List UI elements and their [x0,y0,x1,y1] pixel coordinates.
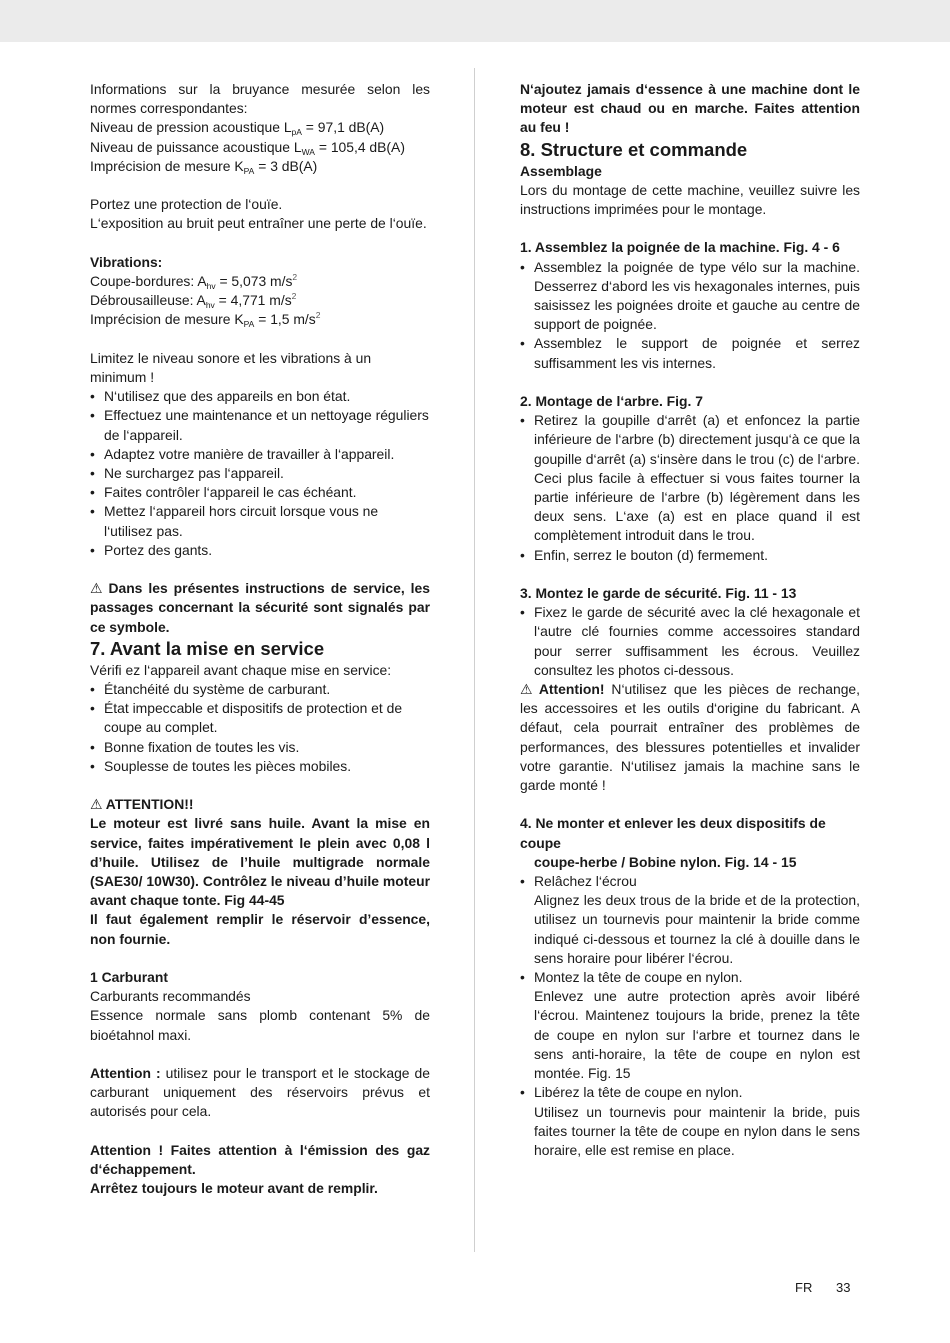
noise-values [90,118,430,176]
attention-body: Le moteur est livré sans huile. Avant la mise en service, faites impérativement le plein avec 0,08 l d’huile. Utilisez de l’huile multigrade normale (SAE30/ 10W30). Contrôlez le niveau d’huile moteur avant chaque tonte. Fig 44-45 [90,815,430,909]
step-3-attention: ⚠ Attention! N‘utilisez que les pièces de rechange, les accessoires et les outils d‘origine du fabricant. A défaut, cela pourrait entraîner des problèmes de performances, des blessures potentielles et invalider votre garantie. N‘utilisez jamais la machine sans le garde monté ! [520,681,861,794]
fuel-heading: 1 Carburant [90,969,168,986]
step-2-title: 2. Montage de l‘arbre. Fig. 7 [520,393,703,410]
transport-note: Attention : utilisez pour le transport et le stockage de carburant uniquement des réservoirs prévus et autorisés pour cela. [90,1065,430,1120]
list-item: • N‘utilisez que des appareils en bon état. [90,387,430,406]
hearing-protection-text: Portez une protection de l‘ouïe. [90,196,283,213]
vibrations-heading: Vibrations: [90,253,163,270]
fuel-type: Essence normale sans plomb contenant 5% de bioétahnol maxi. [90,1007,430,1043]
list-item: • État impeccable et dispositifs de protection et de coupe au complet. [90,699,430,737]
list-item: • Retirez la goupille d‘arrêt (a) et enfoncez la partie inférieure de l‘arbre (b) directement jusqu‘à ce que la goupille d‘arrêt (a) s‘insère dans le trou (c) de l‘arbre. Ceci plus facile à effectuer si vous faites tourner la partie inférieure de l‘arbre (b) légèrement dans les deux sens. L‘axe (a) est en place quand il est complètement introduit dans le trou. [520,411,860,545]
list-item: • Effectuez une maintenance et un nettoyage réguliers de l‘appareil. [90,406,430,444]
hearing-loss-text: L‘exposition au bruit peut entraîner une perte de l‘ouïe. [90,215,427,232]
left-column [90,80,430,1198]
list-item: • Libérez la tête de coupe en nylon. Utilisez un tournevis pour maintenir la bride, puis faites tourner la tête de coupe en nylon dans le sens horaire, elle est remise en place. [520,1083,860,1160]
noise-line: Niveau de puissance acoustique $L_{WA} = 105,4$ dB(A) [90,138,405,157]
list-item: • Ne surchargez pas l‘appareil. [90,464,430,483]
warning-triangle-icon: ⚠ [90,580,103,597]
list-item: • Assemblez la poignée de type vélo sur la machine. Desserrez d‘abord les vis hexagonales internes, puis saisissez les poignées droite et gauche au centre de support de poignée. [520,258,860,335]
attention-heading: ⚠ ATTENTION!! [90,795,430,814]
step-1-title: 1. Assemblez la poignée de la machine. Fig. 4 - 6 [520,239,840,256]
vibration-line: Débrousailleuse: $A_{hv} = 4,771$ $m/s^2$ [90,291,297,311]
step-4-list [520,872,860,1160]
list-item: • Enfin, serrez le bouton (d) fermement. [520,546,860,565]
list-item: • Assemblez le support de poignée et serrez suffisamment les vis internes. [520,334,860,372]
attention-body-fuel: Il faut également remplir le réservoir d’essence, non fournie. [90,911,430,947]
stop-engine-warning: Arrêtez toujours le moteur avant de remplir. [90,1180,378,1197]
page-header-band [0,0,950,42]
step-3-list [520,603,860,680]
noise-line: Imprécision de mesure $K_{PA} = 3$ dB(A) [90,157,318,176]
warning-triangle-icon: ⚠ [90,796,103,813]
language-code: FR [795,1280,813,1295]
step-3-title: 3. Montez le garde de sécurité. Fig. 11 - 13 [520,585,797,602]
noise-line: Niveau de pression acoustique $L_{pA} = 97,1$ dB(A) [90,119,385,138]
assembly-text: Lors du montage de cette machine, veuillez suivre les instructions imprimées pour le montage. [520,181,860,218]
check-intro: Vérifi ez l‘appareil avant chaque mise en service: [90,661,392,678]
safety-note: ⚠ Dans les présentes instructions de service, les passages concernant la sécurité sont signalés par ce symbole. [90,580,430,635]
step-2-list [520,411,860,565]
check-list [90,680,430,776]
vibration-line: Coupe-bordures: $A_{hv} = 5,073$ $m/s^2$ [90,272,298,291]
vibration-line: Imprécision de mesure $K_{PA} = 1,5$ $m/s^2$ [90,310,321,330]
warning-triangle-icon: ⚠ [520,681,533,698]
list-item: • Adaptez votre manière de travailler à l‘appareil. [90,445,430,464]
limit-intro: Limitez le niveau sonore et les vibrations à un minimum ! [90,349,372,385]
list-item: • Relâchez l‘écrou Alignez les deux trous de la bride et de la protection, utilisez un tournevis pour maintenir la bride comme indiqué ci-dessous et tournez la clé à douille dans le sens horaire pour libérer l‘écrou. [520,872,860,968]
list-item: • Bonne fixation de toutes les vis. [90,738,430,757]
list-item: • Montez la tête de coupe en nylon. Enlevez une autre protection après avoir libéré l‘écrou. Maintenez toujours la bride, prenez la tête de coupe en nylon sur l‘arbre et tournez dans le sens anti-horaire, la tête de coupe en nylon est montée. Fig. 15 [520,968,860,1083]
fuel-recommended: Carburants recommandés [90,988,251,1005]
list-item: • Fixez le garde de sécurité avec la clé hexagonale et l‘autre clé fournies comme accessoires standard pour serrer suffisamment les écrous. Veuillez consultez les photos ci-dessous. [520,603,860,680]
vibration-values [90,272,430,330]
exhaust-warning: Attention ! Faites attention à l‘émission des gaz d‘échappement. [90,1141,430,1178]
column-divider [474,68,475,1252]
list-item: • Faites contrôler l‘appareil le cas échéant. [90,483,430,502]
step-4-subtitle: coupe-herbe / Bobine nylon. Fig. 14 - 15 [534,853,797,870]
list-item: • Souplesse de toutes les pièces mobiles. [90,757,430,776]
step-4-title: 4. Ne monter et enlever les deux dispositifs de coupe [520,815,826,851]
assembly-heading: Assemblage [520,162,602,179]
list-item: • Portez des gants. [90,541,430,560]
right-column [520,80,860,1160]
page-number: 33 [836,1280,851,1295]
limit-list [90,387,430,560]
section-8-title: 8. Structure et commande [520,138,748,160]
list-item: • Mettez l‘appareil hors circuit lorsque vous ne l‘utilisez pas. [90,502,430,540]
fuel-hot-engine-warning: N‘ajoutez jamais d‘essence à une machine dont le moteur est chaud ou en marche. Faites attention au feu ! [520,81,860,136]
section-7-title: 7. Avant la mise en service [90,637,325,659]
noise-intro: Informations sur la bruyance mesurée selon les normes correspondantes: [90,81,430,117]
list-item: • Étanchéité du système de carburant. [90,680,430,699]
step-1-list [520,258,860,373]
